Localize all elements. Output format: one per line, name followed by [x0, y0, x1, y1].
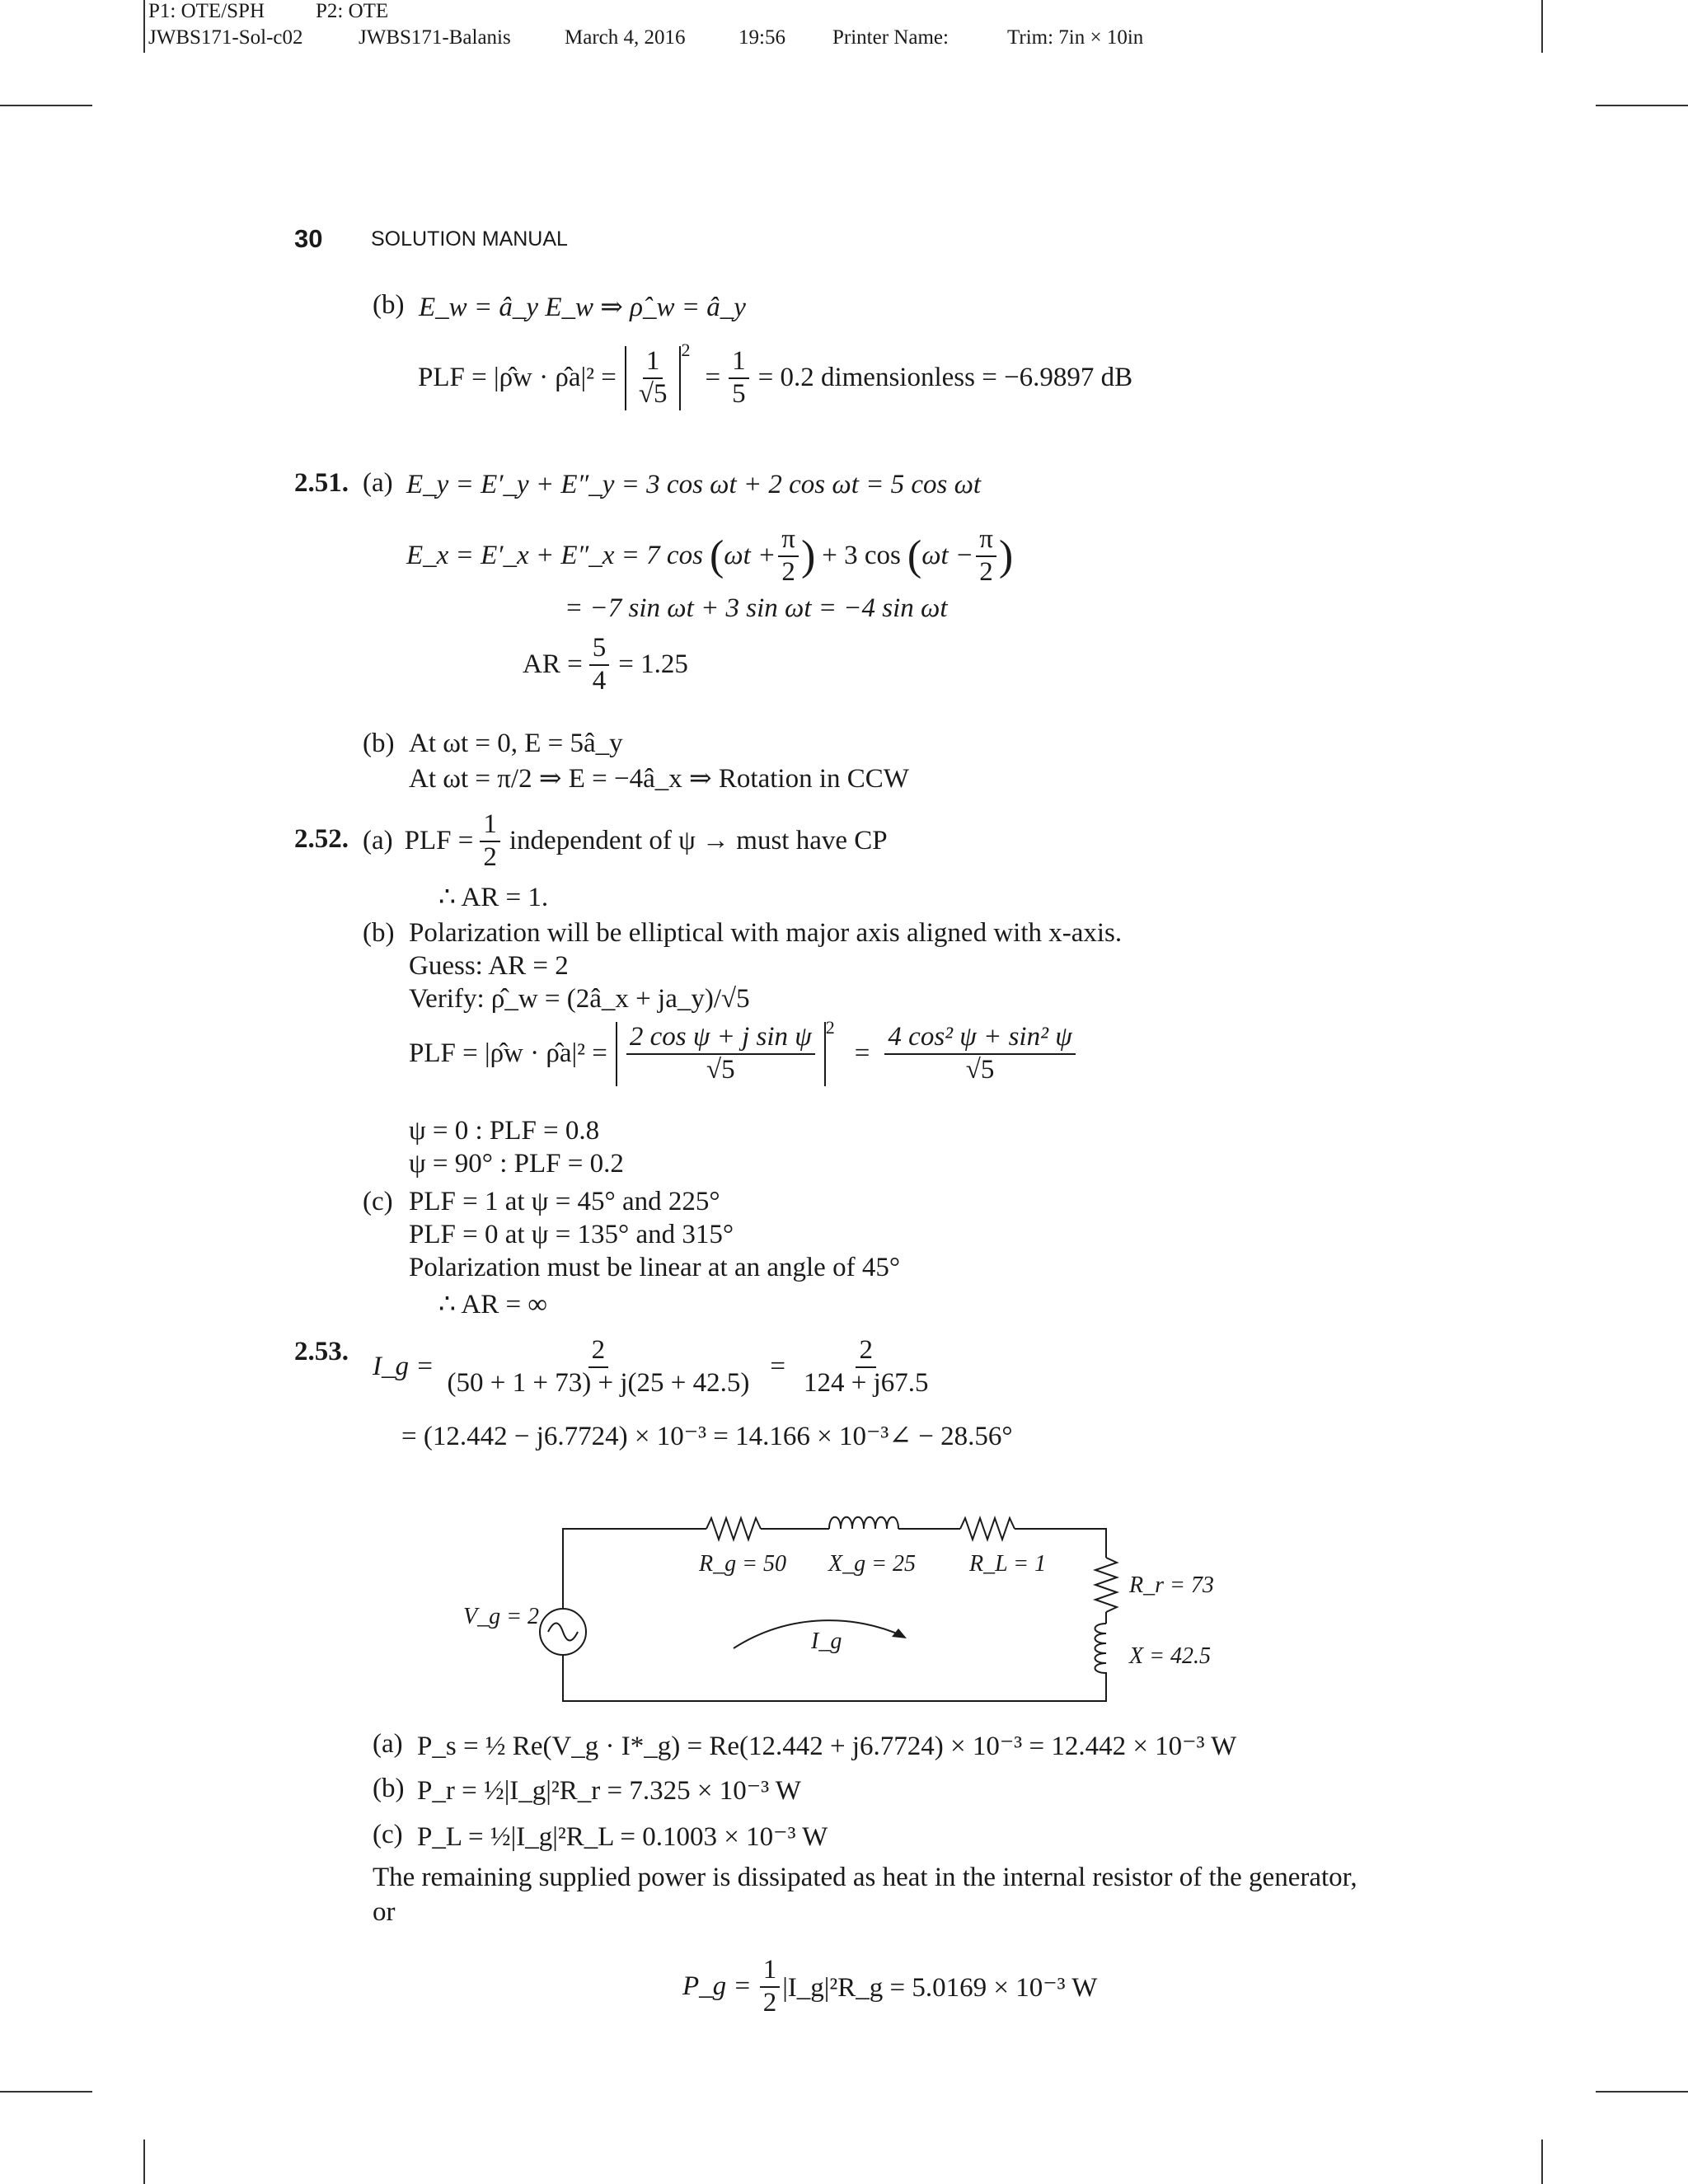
p250b-frac2-num: 1 [729, 346, 749, 379]
p253-c-label: (c) [373, 1820, 403, 1849]
p253-c-text: P_L = ½|I_g|²R_L = 0.1003 × 10⁻³ W [417, 1822, 828, 1852]
circuit-wire-left-bottom [563, 1655, 1106, 1701]
header-trim: Trim: 7in × 10in [1007, 26, 1144, 49]
p252-b-line2: Guess: AR = 2 [409, 951, 569, 981]
p253-den2: 124 + j67.5 [803, 1367, 929, 1398]
p251-arg2: ωt − [921, 541, 974, 571]
p253-eq: = [770, 1352, 785, 1382]
p251-paren-close-2: ) [998, 532, 1014, 580]
p253-b-text: P_r = ½|I_g|²R_r = 7.325 × 10⁻³ W [417, 1776, 801, 1806]
p252-psi0: ψ = 0 : PLF = 0.8 [409, 1116, 600, 1146]
p252-a-num: 1 [480, 809, 500, 842]
header-p2: P2: OTE [316, 0, 389, 22]
p251-pi-1: π [778, 524, 799, 557]
p251-ey: E_y = E′_y + E″_y = 3 cos ωt + 2 cos ωt = 5 cos ωt [406, 470, 982, 499]
p253-num2: 2 [856, 1335, 876, 1368]
header-time: 19:56 [738, 26, 785, 49]
p252-number: 2.52. [294, 824, 349, 854]
p251-ex-left: E_x = E′_x + E″_x = 7 cos [406, 541, 703, 571]
resistor-rr [1095, 1558, 1117, 1612]
p250b-plf-left: PLF = |ρ̂w · ρ̂a|² = [418, 363, 617, 393]
header-book: JWBS171-Balanis [359, 26, 511, 49]
header-p1: P1: OTE/SPH [148, 0, 265, 22]
p252-a-plf: PLF = [404, 826, 474, 856]
circuit-label-rg: R_g = 50 [699, 1551, 786, 1577]
p250b-result: = 0.2 dimensionless = −6.9897 dB [757, 363, 1133, 393]
p251-paren-close-1: ) [800, 532, 816, 580]
p252-b-label: (b) [363, 918, 395, 948]
p252-c-line4: ∴ AR = ∞ [438, 1290, 547, 1319]
p250b-frac-den: √5 [638, 378, 668, 409]
p252-a-label: (a) [363, 826, 393, 856]
p252-plf-eq: = [854, 1038, 870, 1069]
p253-a-text: P_s = ½ Re(V_g · I*_g) = Re(12.442 + j6.7724) × 10⁻³ = 12.442 × 10⁻³ W [417, 1732, 1237, 1761]
p253-para-line2: or [373, 1897, 396, 1927]
p251-b-line2: At ωt = π/2 ⇒ E = −4â_x ⇒ Rotation in CCW [409, 764, 909, 794]
p251-a-label: (a) [363, 468, 393, 498]
p252-c-label: (c) [363, 1187, 393, 1216]
header-printer: Printer Name: [832, 26, 949, 49]
inductor-x [1095, 1624, 1107, 1681]
voltage-source-wave [548, 1624, 578, 1641]
p250b-frac-num: 1 [643, 346, 663, 379]
circuit-label-ig: I_g [811, 1629, 842, 1654]
p251-pi-2: π [976, 524, 996, 557]
p252-b-line1: Polarization will be elliptical with major axis aligned with x-axis. [409, 918, 1123, 948]
circuit-label-rl: R_L = 1 [969, 1551, 1047, 1577]
p252-c-line3: Polarization must be linear at an angle of 45° [409, 1253, 901, 1282]
p251-two-2: 2 [979, 556, 993, 587]
p252-c-line2: PLF = 0 at ψ = 135° and 315° [409, 1220, 734, 1249]
circuit-label-rr: R_r = 73 [1129, 1572, 1214, 1598]
circuit-label-vg: V_g = 2 [463, 1604, 539, 1629]
p253-para-line1: The remaining supplied power is dissipated as heat in the internal resistor of the generator, [373, 1863, 1357, 1892]
p251-b-line1: At ωt = 0, E = 5â_y [409, 729, 623, 758]
p252-psi90: ψ = 90° : PLF = 0.2 [409, 1149, 624, 1179]
p251-ar-left: AR = [523, 649, 583, 680]
p250b-exp: 2 [681, 340, 691, 360]
p253-num1: 2 [588, 1335, 609, 1368]
p252-plf-left: PLF = |ρ̂w · ρ̂a|² = [409, 1038, 607, 1069]
p253-den1: (50 + 1 + 73) + j(25 + 42.5) [447, 1367, 750, 1398]
p253-pg-frac [760, 1955, 781, 2019]
p251-two-1: 2 [781, 556, 795, 587]
p251-paren-open-2: ( [907, 532, 922, 580]
current-arrow-head [892, 1629, 907, 1638]
p252-b-line3: Verify: ρ̂_w = (2â_x + ja_y)/√5 [409, 984, 750, 1014]
p253-pg [682, 1955, 1097, 2019]
running-title: SOLUTION MANUAL [371, 227, 568, 251]
p252-a-ar: ∴ AR = 1. [438, 883, 549, 912]
p251-ar-result: = 1.25 [618, 649, 688, 680]
header-file: JWBS171-Sol-c02 [148, 26, 303, 49]
p251-ar-den: 4 [592, 665, 607, 696]
p252-plf-num2: 4 cos² ψ + sin² ψ [884, 1022, 1075, 1055]
circuit-wire-left-top [563, 1529, 706, 1609]
p252-a-den: 2 [483, 841, 497, 872]
circuit-label-xg: X_g = 25 [828, 1551, 916, 1577]
p251-ex-mid: + 3 cos [822, 541, 901, 571]
p253-line2: = (12.442 − j6.7724) × 10⁻³ = 14.166 × 10⁻³∠ − 28.56° [401, 1422, 1013, 1451]
p252-a-rest: independent of ψ → must have CP [509, 826, 888, 856]
p253-pg-right: |I_g|²R_g = 5.0169 × 10⁻³ W [782, 1972, 1098, 2003]
resistor-rl [960, 1518, 1015, 1540]
p252-plf-den2: √5 [965, 1054, 995, 1085]
header-date: March 4, 2016 [565, 26, 686, 49]
p253-pg-num: 1 [760, 1955, 781, 1988]
p251-number: 2.51. [294, 468, 349, 498]
p253-pg-den: 2 [762, 1987, 777, 2018]
p250b-frac2-den: 5 [732, 378, 746, 409]
p252-plf-den: √5 [706, 1054, 735, 1085]
p250b-line1: E_w = â_y E_w ⇒ ρ̂_w = â_y [419, 293, 746, 322]
circuit-label-x: X = 42.5 [1129, 1643, 1211, 1669]
p250b-eq: = [705, 363, 721, 393]
p252-plf-exp: 2 [825, 1017, 835, 1038]
p253-ig-left: I_g = [373, 1352, 434, 1382]
p251-ar-num: 5 [589, 633, 610, 666]
p251-b-label: (b) [363, 729, 395, 758]
p251-ex2: = −7 sin ωt + 3 sin ωt = −4 sin ωt [565, 593, 948, 623]
resistor-rg [706, 1518, 761, 1540]
p253-pg-left: P_g = [682, 1971, 752, 2002]
p251-paren-open-1: ( [709, 532, 724, 580]
inductor-xg [829, 1517, 898, 1529]
p252-c-line1: PLF = 1 at ψ = 45° and 225° [409, 1187, 720, 1216]
p253-number: 2.53. [294, 1337, 349, 1366]
p251-arg1: ωt + [724, 541, 776, 571]
p253-a-label: (a) [373, 1729, 403, 1759]
page-number: 30 [294, 224, 323, 253]
p250b-label: (b) [373, 290, 405, 320]
p252-plf-num: 2 cos ψ + j sin ψ [626, 1022, 815, 1055]
p253-b-label: (b) [373, 1774, 405, 1803]
